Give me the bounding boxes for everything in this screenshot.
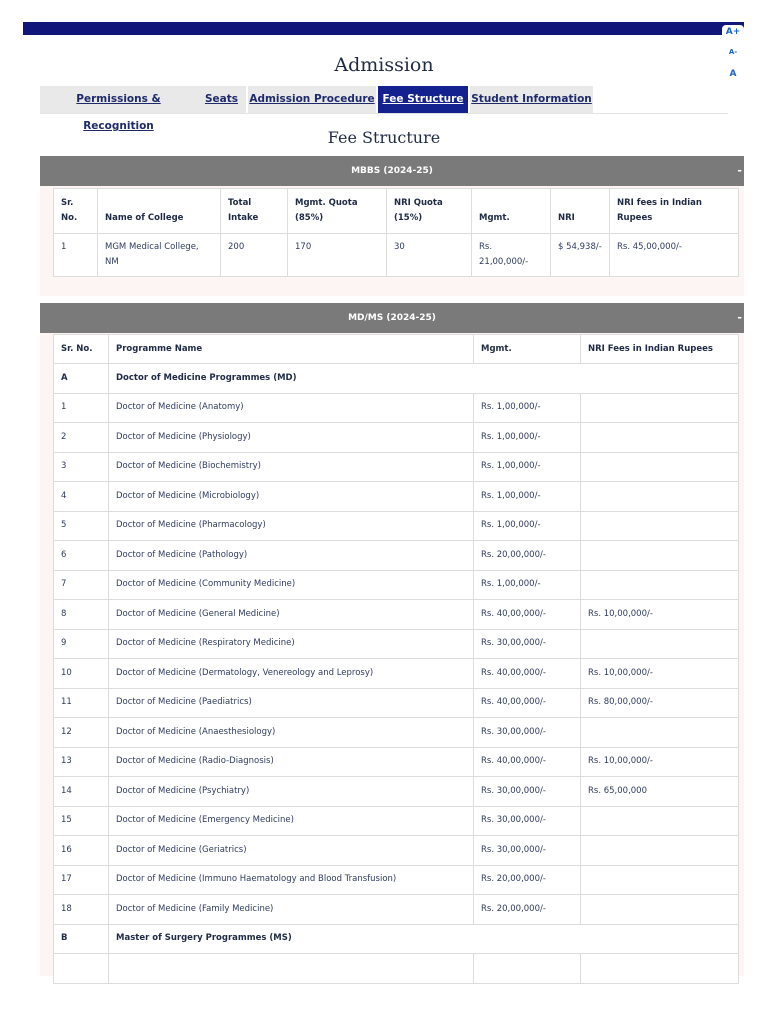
table-cell: 18	[54, 895, 109, 925]
table-row	[54, 718, 739, 748]
table-cell: Rs. 1,00,000/-	[474, 423, 581, 453]
section-title: Fee Structure	[327, 128, 441, 147]
table-cell: 17	[54, 865, 109, 895]
table-cell	[581, 423, 739, 453]
table-row	[54, 570, 739, 600]
table-row	[54, 836, 739, 866]
table-cell: Rs. 30,00,000/-	[474, 629, 581, 659]
table-cell: Doctor of Medicine (Biochemistry)	[109, 452, 474, 482]
table-cell: Doctor of Medicine (Family Medicine)	[109, 895, 474, 925]
table-cell: Doctor of Medicine (Immuno Haematology and Blood Transfusion)	[109, 865, 474, 895]
collapse-icon[interactable]: -	[737, 311, 742, 324]
table-cell: Doctor of Medicine (Pathology)	[109, 541, 474, 571]
table-cell: Doctor of Medicine (Anatomy)	[109, 393, 474, 423]
table-cell: 8	[54, 600, 109, 630]
table-cell: 7	[54, 570, 109, 600]
table-cell: Rs. 80,00,000/-	[581, 688, 739, 718]
table-row	[54, 482, 739, 512]
table-row	[54, 806, 739, 836]
table-cell: Doctor of Medicine (Radio-Diagnosis)	[109, 747, 474, 777]
table-cell	[581, 806, 739, 836]
table-row	[54, 234, 739, 277]
table-cell: 15	[54, 806, 109, 836]
table-cell	[581, 570, 739, 600]
table-cell	[581, 954, 739, 984]
table-cell: 9	[54, 629, 109, 659]
table-cell: Doctor of Medicine (Microbiology)	[109, 482, 474, 512]
table-cell: Rs. 30,00,000/-	[474, 836, 581, 866]
group-name: Doctor of Medicine Programmes (MD)	[109, 364, 739, 394]
table-cell: Rs. 1,00,000/-	[474, 511, 581, 541]
table-cell: 12	[54, 718, 109, 748]
mdms-panel-title: MD/MS (2024-25)	[348, 313, 436, 323]
table-cell: Rs. 10,00,000/-	[581, 659, 739, 689]
table-cell: Doctor of Medicine (Dermatology, Venereology and Leprosy)	[109, 659, 474, 689]
group-code: A	[54, 364, 109, 394]
table-row	[54, 865, 739, 895]
table-row	[54, 777, 739, 807]
table-cell: Rs. 40,00,000/-	[474, 659, 581, 689]
table-cell: 2	[54, 423, 109, 453]
mbbs-fee-table	[53, 188, 739, 277]
tab-admission-procedure[interactable]: Admission Procedure	[248, 86, 376, 113]
mbbs-panel-title: MBBS (2024-25)	[351, 166, 433, 176]
table-cell: 5	[54, 511, 109, 541]
table-cell: 30	[387, 234, 472, 277]
table-cell: Doctor of Medicine (Pharmacology)	[109, 511, 474, 541]
column-header: NRI Fees in Indian Rupees	[581, 335, 739, 364]
table-cell	[581, 718, 739, 748]
table-cell	[474, 954, 581, 984]
column-header: Mgmt. Quota (85%)	[288, 189, 387, 234]
table-cell: Rs. 20,00,000/-	[474, 865, 581, 895]
table-cell	[581, 629, 739, 659]
tab-seats[interactable]: Seats	[197, 86, 246, 113]
table-cell: Doctor of Medicine (Respiratory Medicine)	[109, 629, 474, 659]
group-code: B	[54, 924, 109, 954]
table-cell: Doctor of Medicine (General Medicine)	[109, 600, 474, 630]
tab-fee-structure[interactable]: Fee Structure	[378, 86, 468, 113]
table-row	[54, 452, 739, 482]
column-header: Total Intake	[221, 189, 288, 234]
table-cell: Doctor of Medicine (Paediatrics)	[109, 688, 474, 718]
table-cell	[581, 482, 739, 512]
table-cell	[581, 541, 739, 571]
table-cell: 3	[54, 452, 109, 482]
table-header-row	[54, 189, 739, 234]
tab-bar	[40, 86, 728, 132]
collapse-icon[interactable]: -	[737, 164, 742, 177]
table-cell: Doctor of Medicine (Physiology)	[109, 423, 474, 453]
table-cell: Rs. 40,00,000/-	[474, 600, 581, 630]
table-cell: Rs. 1,00,000/-	[474, 393, 581, 423]
mdms-panel-header[interactable]	[40, 303, 744, 333]
table-cell: 6	[54, 541, 109, 571]
mbbs-panel-header[interactable]	[40, 156, 744, 186]
table-cell: 11	[54, 688, 109, 718]
font-reset-button[interactable]: A	[729, 69, 737, 79]
table-cell: Rs. 10,00,000/-	[581, 600, 739, 630]
table-row	[54, 688, 739, 718]
table-row	[54, 895, 739, 925]
table-cell: 170	[288, 234, 387, 277]
table-cell: Rs. 21,00,000/-	[472, 234, 551, 277]
column-header: Mgmt.	[472, 189, 551, 234]
table-cell: 1	[54, 234, 98, 277]
tab-permissions-recognition[interactable]: Permissions & Recognition	[40, 86, 197, 113]
table-cell: 1	[54, 393, 109, 423]
mdms-fee-table	[53, 334, 739, 984]
table-cell: Doctor of Medicine (Psychiatry)	[109, 777, 474, 807]
table-row	[54, 954, 739, 984]
table-cell	[581, 836, 739, 866]
group-name: Master of Surgery Programmes (MS)	[109, 924, 739, 954]
column-header: NRI Quota (15%)	[387, 189, 472, 234]
table-cell: Doctor of Medicine (Community Medicine)	[109, 570, 474, 600]
table-cell: Rs. 1,00,000/-	[474, 482, 581, 512]
table-cell: Rs. 40,00,000/-	[474, 747, 581, 777]
table-row	[54, 747, 739, 777]
table-cell: Rs. 30,00,000/-	[474, 806, 581, 836]
column-header: Programme Name	[109, 335, 474, 364]
table-row	[54, 600, 739, 630]
table-cell: Rs. 1,00,000/-	[474, 452, 581, 482]
font-decrease-button[interactable]: A-	[728, 48, 738, 56]
column-header: Sr. No.	[54, 189, 98, 234]
column-header: NRI	[551, 189, 610, 234]
table-cell	[581, 865, 739, 895]
table-cell: 16	[54, 836, 109, 866]
table-row	[54, 423, 739, 453]
table-cell: MGM Medical College, NM	[98, 234, 221, 277]
table-cell: Rs. 65,00,000	[581, 777, 739, 807]
table-cell: Rs. 20,00,000/-	[474, 895, 581, 925]
page-title: Admission	[334, 54, 434, 76]
table-row	[54, 511, 739, 541]
table-cell	[581, 452, 739, 482]
table-cell: Doctor of Medicine (Geriatrics)	[109, 836, 474, 866]
column-header: Sr. No.	[54, 335, 109, 364]
table-row	[54, 393, 739, 423]
table-cell: Rs. 10,00,000/-	[581, 747, 739, 777]
group-row	[54, 364, 739, 394]
column-header: Name of College	[98, 189, 221, 234]
group-row	[54, 924, 739, 954]
table-cell: Doctor of Medicine (Anaesthesiology)	[109, 718, 474, 748]
table-row	[54, 659, 739, 689]
table-cell: Rs. 40,00,000/-	[474, 688, 581, 718]
table-cell: Rs. 1,00,000/-	[474, 570, 581, 600]
table-cell: 10	[54, 659, 109, 689]
table-cell: 14	[54, 777, 109, 807]
table-cell	[109, 954, 474, 984]
table-cell	[54, 954, 109, 984]
table-cell: Rs. 30,00,000/-	[474, 718, 581, 748]
table-row	[54, 629, 739, 659]
table-cell: Rs. 45,00,000/-	[610, 234, 739, 277]
tab-student-information[interactable]: Student Information	[470, 86, 593, 113]
table-cell	[581, 511, 739, 541]
top-header-bar	[23, 22, 744, 35]
table-cell: Doctor of Medicine (Emergency Medicine)	[109, 806, 474, 836]
table-cell: Rs. 20,00,000/-	[474, 541, 581, 571]
table-cell: 13	[54, 747, 109, 777]
table-cell: $ 54,938/-	[551, 234, 610, 277]
table-row	[54, 541, 739, 571]
table-cell	[581, 393, 739, 423]
column-header: NRI fees in Indian Rupees	[610, 189, 739, 234]
table-cell: 200	[221, 234, 288, 277]
table-cell	[581, 895, 739, 925]
table-cell: 4	[54, 482, 109, 512]
table-cell: Rs. 30,00,000/-	[474, 777, 581, 807]
font-increase-button[interactable]: A+	[722, 25, 744, 39]
column-header: Mgmt.	[474, 335, 581, 364]
table-header-row	[54, 335, 739, 364]
